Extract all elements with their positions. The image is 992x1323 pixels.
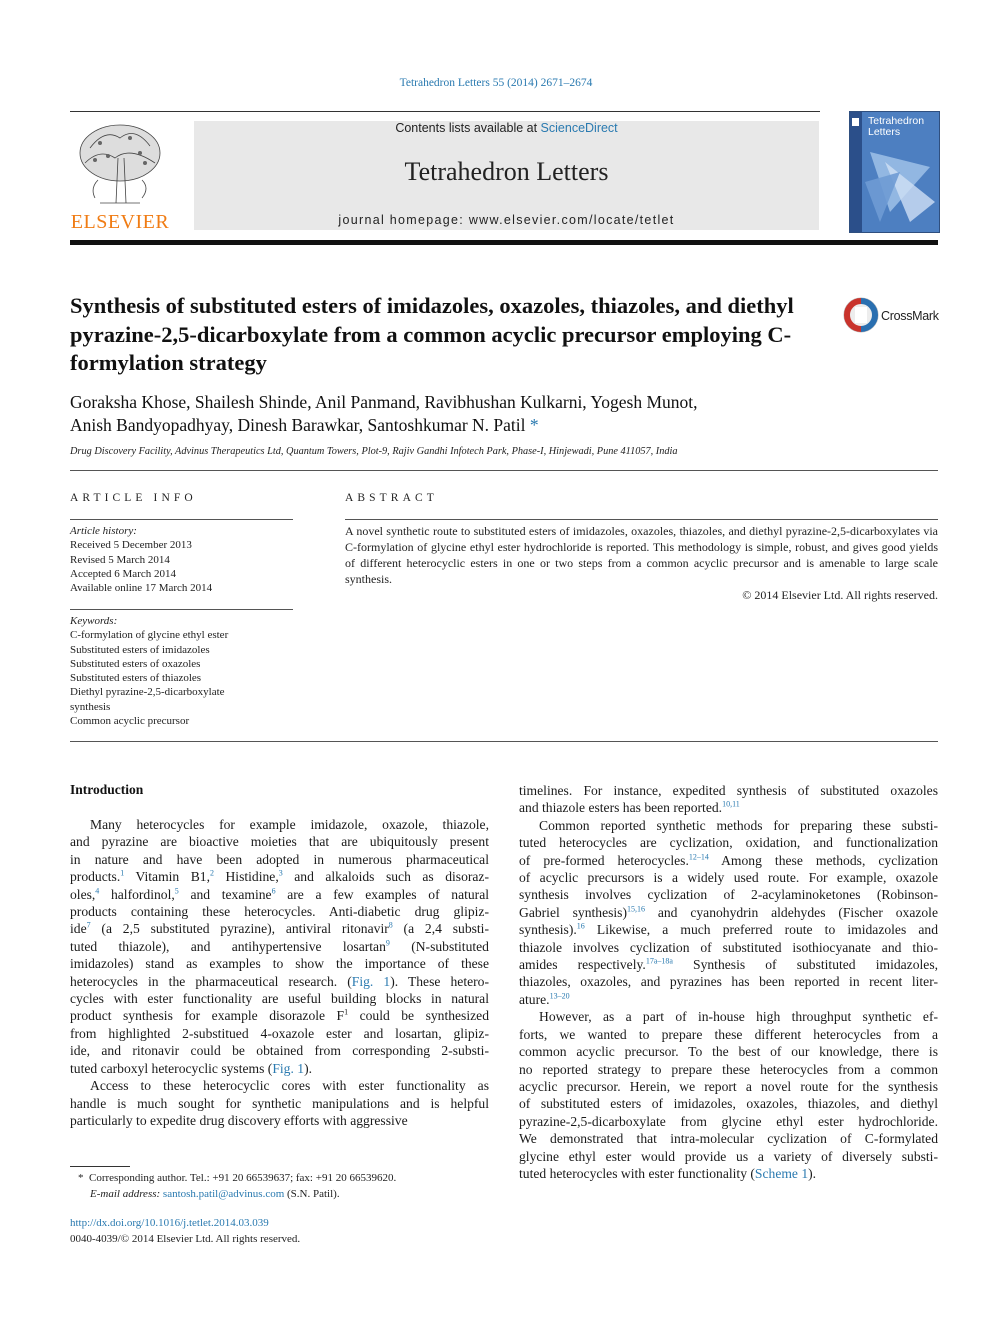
body-line: no reported strategy to prepare these heterocycles from a common	[519, 1061, 938, 1077]
history-label: Article history:	[70, 525, 137, 537]
history-item: Accepted 6 March 2014	[70, 567, 176, 580]
body-line: heterocycles in the pharmaceutical research. (Fig. 1). These hetero-	[70, 973, 489, 989]
body-line: synthesis).$^{16}$ Likewise, a much preferred route to imidazoles and	[519, 921, 938, 938]
reference-link[interactable]: 12–14	[688, 852, 709, 862]
abstract-heading: ABSTRACT	[345, 492, 438, 504]
header-thick-rule	[70, 240, 938, 245]
body-line: glycine ethyl ester would provide us a variety of diversely substi-	[519, 1148, 938, 1164]
body-line: particularly to expedite drug discovery efforts with aggressive	[70, 1112, 408, 1128]
article-history	[70, 524, 293, 595]
history-item: Revised 5 March 2014	[70, 553, 170, 566]
body-line: thiazole involves cyclization of substituted isothiocyanate and thio-	[519, 939, 938, 955]
keywords-rule	[70, 609, 293, 610]
elsevier-logo-text: ELSEVIER	[70, 211, 170, 233]
body-line: cycles with ester functionality are useful building blocks in natural	[70, 991, 489, 1007]
homepage-link[interactable]: www.elsevier.com/locate/tetlet	[468, 213, 675, 227]
body-line: ature.$^{13-20}$	[519, 991, 570, 1007]
reference-link[interactable]: 9	[385, 938, 390, 948]
body-line: in nature and have been adopted in numerous pharmaceutical	[70, 851, 489, 867]
footnote	[78, 1170, 396, 1202]
figure-link[interactable]: Fig. 1	[351, 973, 391, 989]
body-line: Gabriel synthesis)$^{15,16}$ and cyanohydrin aldehydes (Fischer oxazole	[519, 904, 938, 920]
body-line: timelines. For instance, expedited synthesis of substituted oxazoles	[519, 783, 938, 798]
body-line: and thiazole esters has been reported.$^{10,11}$	[519, 799, 740, 816]
body-line: ide, and ritonavir could be obtained from corresponding 2-substi-	[70, 1043, 489, 1059]
body-line: of substituted esters of imidazoles, oxazoles, thiazoles, and diethyl	[519, 1096, 938, 1112]
body-line: handle is much sought for synthetic manipulations and is helpful	[70, 1095, 489, 1111]
history-item: Received 5 December 2013	[70, 539, 192, 552]
body-line: imidazoles) stand as examples to show the importance of these	[70, 956, 489, 972]
journal-title: Tetrahedron Letters	[404, 157, 609, 186]
reference-link[interactable]: 10,11	[722, 799, 740, 809]
reference-link[interactable]: 4	[95, 886, 100, 896]
header-rule	[70, 111, 820, 112]
body-line: ide$^7$ (a 2,5 substituted pyrazine), antiviral ritonavir$^8$ (a 2,4 substi-	[70, 920, 489, 937]
corresponding-author-note	[78, 1170, 396, 1186]
body-line: of acyclic precursors is a widely used route. For example, oxazole	[519, 870, 938, 886]
body-line: forts, we wanted to prepare these different heterocycles from a	[519, 1026, 938, 1042]
body-line: common acyclic precursor. To the best of our knowledge, there is	[519, 1044, 938, 1060]
journal-citation[interactable]: Tetrahedron Letters 55 (2014) 2671–2674	[399, 77, 593, 89]
keyword-item: synthesis	[70, 700, 111, 713]
email-note	[78, 1186, 396, 1202]
corresponding-author-text: Corresponding author. Tel.: +91 20 66539637; fax: +91 20 66539620.	[89, 1172, 397, 1184]
affiliation-rule	[70, 470, 938, 471]
subscript: 1	[344, 1007, 349, 1017]
keywords-label: Keywords:	[70, 615, 118, 627]
corresponding-author-marker[interactable]: *	[529, 414, 539, 435]
figure-link[interactable]: Fig. 1	[272, 1060, 305, 1076]
body-line: and pyrazine are bioactive moieties that are ubiquitously present	[70, 834, 489, 850]
body-line: thiazoles, oxazoles, and pyrazines has been reported in recent liter-	[519, 974, 938, 990]
abstract-rule	[345, 519, 938, 520]
footnote-marker: *	[78, 1172, 84, 1184]
cover-title: Tetrahedron Letters	[868, 115, 925, 138]
issn-copyright: 0040-4039/© 2014 Elsevier Ltd. All rights reserved.	[70, 1232, 301, 1245]
email-suffix: (S.N. Patil).	[287, 1188, 340, 1200]
abstract-end-rule	[70, 741, 938, 742]
crossmark-label[interactable]: CrossMark	[881, 309, 939, 323]
crossmark-icon[interactable]	[843, 297, 879, 333]
abstract-copyright: © 2014 Elsevier Ltd. All rights reserved.	[742, 588, 938, 602]
body-line: Common reported synthetic methods for preparing these substi-	[539, 817, 938, 833]
authors-line-2-text: Anish Bandyopadhyay, Dinesh Barawkar, Santoshkumar N. Patil	[70, 414, 526, 435]
keyword-item: Diethyl pyrazine-2,5-dicarboxylate	[70, 686, 225, 699]
reference-link[interactable]: 6	[271, 886, 276, 896]
body-line: Access to these heterocyclic cores with ester functionality as	[90, 1078, 489, 1094]
abstract-text: A novel synthetic route to substituted esters of imidazoles, oxazoles, thiazoles, and diethyl pyrazine-2,5-dicarboxylates via C-formylation of glycine ethyl ester hydrochloride is reported. This methodology is simple, robust, and gives good yields of different heterocyclic esters in one or two steps from a common acyclic precursor and is amenable to large scale synthesis.	[345, 524, 938, 586]
contents-line	[194, 121, 819, 135]
reference-link[interactable]: 5	[174, 886, 179, 896]
article-info-heading: ARTICLE INFO	[70, 492, 197, 504]
authors-line-1: Goraksha Khose, Shailesh Shinde, Anil Panmand, Ravibhushan Kulkarni, Yogesh Munot,	[70, 392, 698, 412]
doi-link[interactable]: http://dx.doi.org/10.1016/j.tetlet.2014.03.039	[70, 1217, 269, 1229]
doi-block	[70, 1216, 300, 1247]
body-line: synthesis involves cyclization of 2-acylaminoketones (Robinson-	[519, 887, 938, 903]
body-line: amides respectively.$^{17a-18a}$ Synthesis of substituted imidazoles,	[519, 956, 939, 973]
author-list	[70, 391, 810, 436]
journal-homepage	[194, 213, 819, 227]
keyword-item: Substituted esters of oxazoles	[70, 657, 201, 670]
reference-link[interactable]: 7	[86, 920, 91, 930]
body-line: tuted heterocycles are cyclization, oxidation, and functionalization	[519, 835, 938, 851]
reference-link[interactable]: 8	[388, 920, 393, 930]
email-link[interactable]: santosh.patil@advinus.com	[162, 1188, 285, 1200]
keyword-item: Substituted esters of thiazoles	[70, 672, 202, 685]
body-line: product synthesis for example disorazole $F^1$ could be synthesized	[70, 1007, 489, 1024]
reference-link[interactable]: 16	[576, 921, 585, 931]
body-line: of pre-formed heterocycles.$^{12-14}$ Among these methods, cyclization	[519, 852, 938, 868]
body-column-left	[70, 816, 489, 1129]
history-item: Available online 17 March 2014	[70, 582, 213, 595]
body-line: Many heterocycles for example imidazole, oxazole, thiazole,	[90, 817, 489, 832]
keyword-item: C-formylation of glycine ethyl ester	[70, 629, 229, 642]
reference-link[interactable]: 13–20	[549, 991, 570, 1001]
sciencedirect-link[interactable]: ScienceDirect	[540, 121, 618, 135]
figure-link[interactable]: Scheme 1	[754, 1165, 809, 1181]
email-label: E-mail address:	[90, 1188, 161, 1200]
article-info-rule	[70, 519, 293, 520]
keyword-item: Common acyclic precursor	[70, 715, 190, 728]
body-column-right	[519, 782, 938, 1182]
footnote-rule	[70, 1166, 130, 1167]
homepage-prefix: journal homepage:	[338, 213, 469, 227]
contents-prefix: Contents lists available at	[395, 121, 541, 135]
body-line: However, as a part of in-house high throughput synthetic ef-	[539, 1009, 938, 1025]
body-line: oles,$^4$ halfordinol,$^5$ and texamine$^6$ are a few examples of natural	[70, 886, 490, 902]
body-line: tuted thiazole), and antihypertensive losartan$^9$ (N-substituted	[70, 938, 489, 954]
reference-link[interactable]: 17a–18a	[645, 956, 673, 966]
body-line: tuted heterocycles with ester functionality (Scheme 1).	[519, 1165, 817, 1181]
keyword-item: Substituted esters of imidazoles	[70, 643, 210, 656]
body-line: We demonstrated that intra-molecular cyclization of C-formylated	[519, 1131, 938, 1147]
article-title: Synthesis of substituted esters of imidazoles, oxazoles, thiazoles, and diethyl pyrazine-2,5-dicarboxylate from a common acyclic precursor employing C-formylation strategy	[70, 293, 794, 375]
body-line: from highlighted 2-substitued 4-oxazole ester and losartan, glipiz-	[70, 1025, 489, 1041]
body-line: products.$^1$ Vitamin B1,$^2$ Histidine,$^3$ and alkaloids such as disoraz-	[70, 868, 489, 885]
reference-link[interactable]: 15,16	[627, 904, 645, 914]
body-line: products containing these heterocycles. Anti-diabetic drug glipiz-	[70, 904, 489, 920]
authors-line-2	[70, 414, 810, 437]
affiliation: Drug Discovery Facility, Advinus Therapeutics Ltd, Quantum Towers, Plot-9, Rajiv Gandhi Infotech Park, Phase-I, Hinjewadi, Pune 411057, India	[70, 446, 678, 457]
reference-link[interactable]: 1	[120, 868, 125, 878]
body-line: pyrazine-2,5-dicarboxylate from glycine ethyl ester hydrochloride.	[519, 1113, 938, 1129]
body-line: tuted carboxyl heterocyclic systems (Fig. 1).	[70, 1060, 312, 1076]
journal-cover[interactable]	[849, 111, 940, 233]
body-line: acyclic precursor. Herein, we report a novel route for the synthesis	[519, 1078, 938, 1094]
section-heading-introduction: Introduction	[70, 782, 144, 797]
reference-link[interactable]: 2	[209, 868, 214, 878]
reference-link[interactable]: 3	[278, 868, 283, 878]
keywords	[70, 614, 293, 728]
